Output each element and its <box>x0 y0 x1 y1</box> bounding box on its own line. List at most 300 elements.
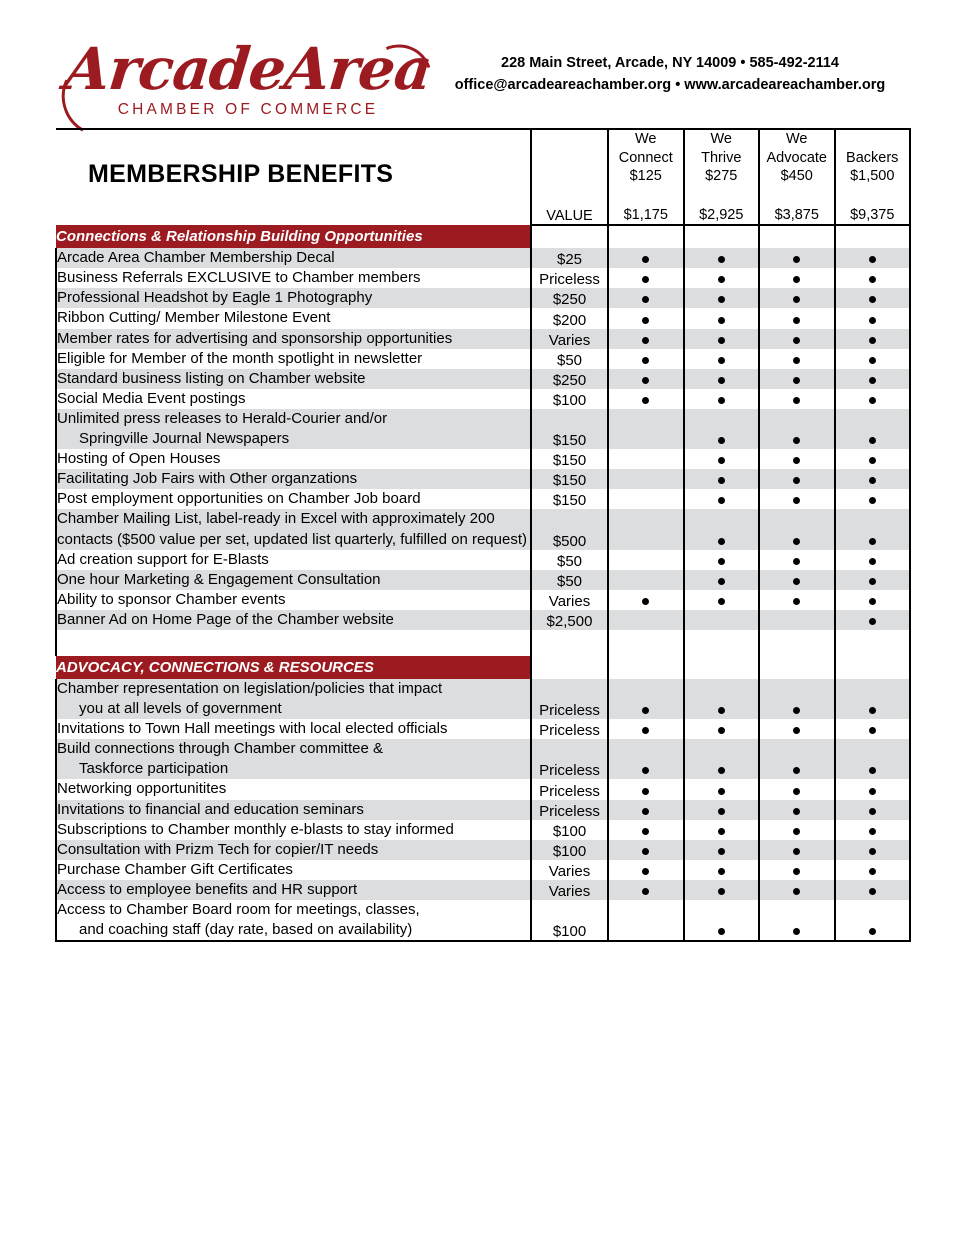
tier-mark-4 <box>835 268 911 288</box>
benefit-value: $25 <box>531 248 608 268</box>
included-dot-icon <box>793 868 800 875</box>
tier-mark-1 <box>608 248 684 268</box>
included-dot-icon <box>869 767 876 774</box>
included-dot-icon <box>642 357 649 364</box>
logo-wordmark: ArcadeArea <box>61 35 435 103</box>
spacer-benefit-cell <box>56 630 531 656</box>
tier-mark-2 <box>684 389 760 409</box>
tier-mark-3 <box>759 570 835 590</box>
benefit-value: Priceless <box>531 800 608 820</box>
section-header-row <box>56 656 910 679</box>
included-dot-icon <box>718 808 725 815</box>
tier-mark-1 <box>608 308 684 328</box>
tier-mark-3 <box>759 779 835 799</box>
included-dot-icon <box>642 848 649 855</box>
tier-mark-3 <box>759 349 835 369</box>
included-dot-icon <box>869 828 876 835</box>
tier-name-line2: Connect <box>618 149 673 166</box>
tier-mark-3 <box>759 590 835 610</box>
benefit-value: $150 <box>531 409 608 449</box>
tier-mark-3 <box>759 389 835 409</box>
benefit-label: Chamber representation on legislation/policies that impact you at all levels of government <box>56 679 531 719</box>
included-dot-icon <box>869 357 876 364</box>
tier-price: $1,500 <box>850 168 895 185</box>
tier-mark-3 <box>759 329 835 349</box>
tier-mark-1 <box>608 349 684 369</box>
tier-mark-1 <box>608 469 684 489</box>
tier-mark-2 <box>684 840 760 860</box>
included-dot-icon <box>642 788 649 795</box>
tier-mark-1 <box>608 550 684 570</box>
table-row <box>56 590 910 610</box>
included-dot-icon <box>869 578 876 585</box>
included-dot-icon <box>793 828 800 835</box>
included-dot-icon <box>793 558 800 565</box>
included-dot-icon <box>718 788 725 795</box>
tier-mark-4 <box>835 880 911 900</box>
included-dot-icon <box>869 377 876 384</box>
tier-mark-4 <box>835 800 911 820</box>
header-tier-3 <box>759 129 835 225</box>
benefit-value: Varies <box>531 880 608 900</box>
header-blank-cell <box>56 129 531 225</box>
benefit-label: Consultation with Prizm Tech for copier/IT needs <box>56 840 531 860</box>
tier-mark-3 <box>759 610 835 630</box>
tier-mark-3 <box>759 900 835 941</box>
included-dot-icon <box>718 538 725 545</box>
tier-mark-4 <box>835 509 911 549</box>
tier-mark-3 <box>759 509 835 549</box>
included-dot-icon <box>869 928 876 935</box>
included-dot-icon <box>869 788 876 795</box>
tier-mark-3 <box>759 248 835 268</box>
included-dot-icon <box>718 497 725 504</box>
included-dot-icon <box>869 296 876 303</box>
benefit-label-line2: Springville Journal Newspapers <box>79 430 290 448</box>
tier-mark-1 <box>608 610 684 630</box>
tier-mark-2 <box>684 369 760 389</box>
benefit-label: Ad creation support for E-Blasts <box>56 550 531 570</box>
benefit-value: $150 <box>531 449 608 469</box>
tier-mark-3 <box>759 369 835 389</box>
tier-mark-2 <box>684 288 760 308</box>
tier-mark-2 <box>684 489 760 509</box>
included-dot-icon <box>718 256 725 263</box>
section-blank-cell <box>608 656 684 679</box>
tier-mark-2 <box>684 308 760 328</box>
benefit-value: Varies <box>531 590 608 610</box>
tier-mark-3 <box>759 449 835 469</box>
tier-mark-4 <box>835 679 911 719</box>
tier-mark-4 <box>835 550 911 570</box>
tier-mark-1 <box>608 268 684 288</box>
benefit-value: $100 <box>531 840 608 860</box>
included-dot-icon <box>869 276 876 283</box>
included-dot-icon <box>793 477 800 484</box>
section-blank-cell <box>684 656 760 679</box>
benefit-label: Unlimited press releases to Herald-Courier and/or Springville Journal Newspapers <box>56 409 531 449</box>
table-row <box>56 308 910 328</box>
included-dot-icon <box>718 848 725 855</box>
benefit-value: $250 <box>531 369 608 389</box>
included-dot-icon <box>718 357 725 364</box>
tier-mark-1 <box>608 570 684 590</box>
included-dot-icon <box>718 767 725 774</box>
tier-mark-2 <box>684 469 760 489</box>
table-row <box>56 248 910 268</box>
included-dot-icon <box>869 317 876 324</box>
benefit-label: Facilitating Job Fairs with Other organzations <box>56 469 531 489</box>
tier-mark-1 <box>608 489 684 509</box>
included-dot-icon <box>642 296 649 303</box>
tier-mark-3 <box>759 719 835 739</box>
tier-mark-4 <box>835 409 911 449</box>
tier-mark-2 <box>684 329 760 349</box>
benefit-label: Arcade Area Chamber Membership Decal <box>56 248 531 268</box>
tier-mark-1 <box>608 369 684 389</box>
tier-mark-3 <box>759 679 835 719</box>
tier-mark-1 <box>608 389 684 409</box>
tier-total: $3,875 <box>774 206 819 223</box>
included-dot-icon <box>869 707 876 714</box>
spacer-blank-cell <box>759 630 835 656</box>
tier-mark-4 <box>835 719 911 739</box>
tier-mark-1 <box>608 288 684 308</box>
header-tier-4 <box>835 129 911 225</box>
tier-mark-4 <box>835 900 911 941</box>
tier-name-line1: We <box>786 131 808 147</box>
benefit-value: $50 <box>531 570 608 590</box>
benefit-label: Purchase Chamber Gift Certificates <box>56 860 531 880</box>
benefit-value: $2,500 <box>531 610 608 630</box>
table-row <box>56 449 910 469</box>
header-value-cell: VALUE <box>531 129 608 225</box>
tier-mark-2 <box>684 679 760 719</box>
included-dot-icon <box>793 578 800 585</box>
included-dot-icon <box>718 558 725 565</box>
included-dot-icon <box>869 256 876 263</box>
included-dot-icon <box>718 477 725 484</box>
included-dot-icon <box>793 457 800 464</box>
benefits-table-body <box>56 129 910 941</box>
spacer-blank-cell <box>608 630 684 656</box>
benefit-value: $50 <box>531 349 608 369</box>
tier-mark-4 <box>835 449 911 469</box>
header-tier-1 <box>608 129 684 225</box>
benefit-label-line2: you at all levels of government <box>79 700 282 718</box>
table-row <box>56 800 910 820</box>
benefit-value: $500 <box>531 509 608 549</box>
tier-mark-1 <box>608 449 684 469</box>
tier-mark-3 <box>759 489 835 509</box>
table-row <box>56 820 910 840</box>
page-title: MEMBERSHIP BENEFITS <box>88 160 394 188</box>
tier-mark-2 <box>684 739 760 779</box>
benefit-label: Access to employee benefits and HR support <box>56 880 531 900</box>
table-row <box>56 570 910 590</box>
tier-mark-4 <box>835 389 911 409</box>
benefit-value: Varies <box>531 329 608 349</box>
included-dot-icon <box>869 618 876 625</box>
tier-mark-4 <box>835 369 911 389</box>
included-dot-icon <box>793 497 800 504</box>
spacer-blank-cell <box>835 630 911 656</box>
tier-mark-1 <box>608 900 684 941</box>
section-blank-cell <box>835 656 911 679</box>
included-dot-icon <box>642 727 649 734</box>
included-dot-icon <box>642 808 649 815</box>
benefit-value: $100 <box>531 820 608 840</box>
included-dot-icon <box>869 437 876 444</box>
benefit-label: Eligible for Member of the month spotlight in newsletter <box>56 349 531 369</box>
tier-mark-2 <box>684 570 760 590</box>
tier-mark-3 <box>759 308 835 328</box>
table-row <box>56 288 910 308</box>
benefit-label: Access to Chamber Board room for meetings, classes, and coaching staff (day rate, based on availability) <box>56 900 531 941</box>
tier-mark-2 <box>684 800 760 820</box>
benefit-value: Priceless <box>531 739 608 779</box>
benefit-label: Invitations to financial and education seminars <box>56 800 531 820</box>
tier-mark-2 <box>684 449 760 469</box>
tier-mark-2 <box>684 590 760 610</box>
included-dot-icon <box>718 868 725 875</box>
tier-mark-1 <box>608 739 684 779</box>
tier-total: $2,925 <box>699 206 744 223</box>
included-dot-icon <box>718 377 725 384</box>
contact-line-web: office@arcadeareachamber.org • www.arcadeareachamber.org <box>454 77 886 94</box>
table-row <box>56 900 910 941</box>
tier-mark-4 <box>835 349 911 369</box>
included-dot-icon <box>869 868 876 875</box>
tier-mark-3 <box>759 800 835 820</box>
logo-tagline: CHAMBER OF COMMERCE <box>117 101 379 119</box>
table-row <box>56 329 910 349</box>
included-dot-icon <box>869 538 876 545</box>
document-header <box>0 0 964 140</box>
included-dot-icon <box>642 276 649 283</box>
included-dot-icon <box>869 397 876 404</box>
included-dot-icon <box>793 437 800 444</box>
tier-mark-2 <box>684 509 760 549</box>
included-dot-icon <box>718 598 725 605</box>
included-dot-icon <box>718 707 725 714</box>
table-row <box>56 489 910 509</box>
benefit-value: Priceless <box>531 268 608 288</box>
benefit-label: Member rates for advertising and sponsorship opportunities <box>56 329 531 349</box>
included-dot-icon <box>869 808 876 815</box>
table-row <box>56 469 910 489</box>
included-dot-icon <box>793 276 800 283</box>
included-dot-icon <box>642 828 649 835</box>
tier-mark-3 <box>759 739 835 779</box>
table-row <box>56 409 910 449</box>
included-dot-icon <box>642 256 649 263</box>
included-dot-icon <box>793 357 800 364</box>
benefit-value: $100 <box>531 389 608 409</box>
tier-mark-2 <box>684 349 760 369</box>
included-dot-icon <box>793 788 800 795</box>
tier-mark-3 <box>759 880 835 900</box>
tier-mark-1 <box>608 590 684 610</box>
included-dot-icon <box>793 598 800 605</box>
included-dot-icon <box>718 578 725 585</box>
table-row <box>56 550 910 570</box>
table-row <box>56 719 910 739</box>
included-dot-icon <box>718 317 725 324</box>
tier-mark-2 <box>684 248 760 268</box>
included-dot-icon <box>793 317 800 324</box>
benefit-value: $50 <box>531 550 608 570</box>
table-row <box>56 509 910 549</box>
included-dot-icon <box>642 707 649 714</box>
tier-mark-1 <box>608 860 684 880</box>
tier-mark-1 <box>608 779 684 799</box>
tier-mark-3 <box>759 288 835 308</box>
included-dot-icon <box>718 296 725 303</box>
tier-mark-1 <box>608 409 684 449</box>
spacer-blank-cell <box>684 630 760 656</box>
included-dot-icon <box>793 538 800 545</box>
benefit-label: Social Media Event postings <box>56 389 531 409</box>
table-row <box>56 389 910 409</box>
included-dot-icon <box>793 928 800 935</box>
tier-mark-4 <box>835 329 911 349</box>
included-dot-icon <box>869 848 876 855</box>
included-dot-icon <box>718 928 725 935</box>
benefit-label: Business Referrals EXCLUSIVE to Chamber members <box>56 268 531 288</box>
tier-name-line1: We <box>710 131 732 147</box>
included-dot-icon <box>642 337 649 344</box>
included-dot-icon <box>718 888 725 895</box>
included-dot-icon <box>793 377 800 384</box>
tier-mark-1 <box>608 820 684 840</box>
benefit-label: Ability to sponsor Chamber events <box>56 590 531 610</box>
tier-mark-1 <box>608 880 684 900</box>
included-dot-icon <box>642 598 649 605</box>
spacer-row <box>56 630 910 656</box>
included-dot-icon <box>718 727 725 734</box>
benefit-value: $250 <box>531 288 608 308</box>
tier-price: $275 <box>705 168 738 185</box>
tier-mark-2 <box>684 268 760 288</box>
tier-mark-3 <box>759 820 835 840</box>
tier-name-line1: We <box>635 131 657 147</box>
table-row <box>56 268 910 288</box>
tier-mark-2 <box>684 409 760 449</box>
table-header-row <box>56 129 910 225</box>
tier-mark-2 <box>684 550 760 570</box>
tier-mark-1 <box>608 679 684 719</box>
included-dot-icon <box>718 337 725 344</box>
included-dot-icon <box>793 337 800 344</box>
membership-benefits-table <box>55 128 911 942</box>
section-blank-cell <box>684 225 760 248</box>
benefit-label: Post employment opportunities on Chamber Job board <box>56 489 531 509</box>
tier-mark-2 <box>684 610 760 630</box>
tier-mark-3 <box>759 268 835 288</box>
section-blank-cell <box>759 656 835 679</box>
tier-mark-4 <box>835 590 911 610</box>
section-blank-cell <box>608 225 684 248</box>
included-dot-icon <box>642 767 649 774</box>
tier-mark-4 <box>835 308 911 328</box>
included-dot-icon <box>642 888 649 895</box>
included-dot-icon <box>793 397 800 404</box>
benefit-label-line2: and coaching staff (day rate, based on availability) <box>79 921 413 939</box>
tier-mark-4 <box>835 860 911 880</box>
table-row <box>56 739 910 779</box>
tier-mark-1 <box>608 719 684 739</box>
benefit-value: Priceless <box>531 779 608 799</box>
section-blank-cell <box>531 656 608 679</box>
tier-name-line2: Advocate <box>766 149 827 166</box>
spacer-blank-cell <box>531 630 608 656</box>
tier-mark-3 <box>759 550 835 570</box>
included-dot-icon <box>718 457 725 464</box>
included-dot-icon <box>869 888 876 895</box>
benefit-label: Professional Headshot by Eagle 1 Photography <box>56 288 531 308</box>
contact-line-address: 228 Main Street, Arcade, NY 14009 • 585-492-2114 <box>501 55 839 71</box>
tier-mark-2 <box>684 820 760 840</box>
tier-mark-1 <box>608 509 684 549</box>
tier-mark-4 <box>835 820 911 840</box>
tier-price: $450 <box>780 168 813 185</box>
tier-price: $125 <box>629 168 662 185</box>
tier-name-line2: Backers <box>846 149 899 166</box>
benefit-value: Varies <box>531 860 608 880</box>
included-dot-icon <box>718 828 725 835</box>
included-dot-icon <box>793 256 800 263</box>
tier-mark-4 <box>835 248 911 268</box>
included-dot-icon <box>793 727 800 734</box>
section-blank-cell <box>835 225 911 248</box>
tier-mark-4 <box>835 469 911 489</box>
tier-mark-2 <box>684 719 760 739</box>
tier-mark-3 <box>759 409 835 449</box>
header-tier-2 <box>684 129 760 225</box>
tier-mark-2 <box>684 860 760 880</box>
tier-mark-1 <box>608 840 684 860</box>
benefit-label-line2: Taskforce participation <box>79 760 229 778</box>
table-row <box>56 349 910 369</box>
benefits-table-wrapper <box>55 128 909 942</box>
table-row <box>56 679 910 719</box>
tier-mark-1 <box>608 329 684 349</box>
tier-mark-4 <box>835 779 911 799</box>
included-dot-icon <box>869 457 876 464</box>
tier-mark-2 <box>684 900 760 941</box>
benefit-value: Priceless <box>531 679 608 719</box>
included-dot-icon <box>793 808 800 815</box>
chamber-logo <box>58 35 438 119</box>
benefit-label: Standard business listing on Chamber website <box>56 369 531 389</box>
section-title-2: ADVOCACY, CONNECTIONS & RESOURCES <box>56 656 531 679</box>
included-dot-icon <box>642 397 649 404</box>
benefit-label: Subscriptions to Chamber monthly e-blasts to stay informed <box>56 820 531 840</box>
included-dot-icon <box>642 317 649 324</box>
tier-mark-4 <box>835 610 911 630</box>
benefit-value: $150 <box>531 469 608 489</box>
tier-mark-4 <box>835 739 911 779</box>
included-dot-icon <box>793 296 800 303</box>
benefit-label: Hosting of Open Houses <box>56 449 531 469</box>
included-dot-icon <box>869 337 876 344</box>
included-dot-icon <box>718 437 725 444</box>
included-dot-icon <box>869 558 876 565</box>
table-row <box>56 840 910 860</box>
section-header-row <box>56 225 910 248</box>
benefit-value: $100 <box>531 900 608 941</box>
